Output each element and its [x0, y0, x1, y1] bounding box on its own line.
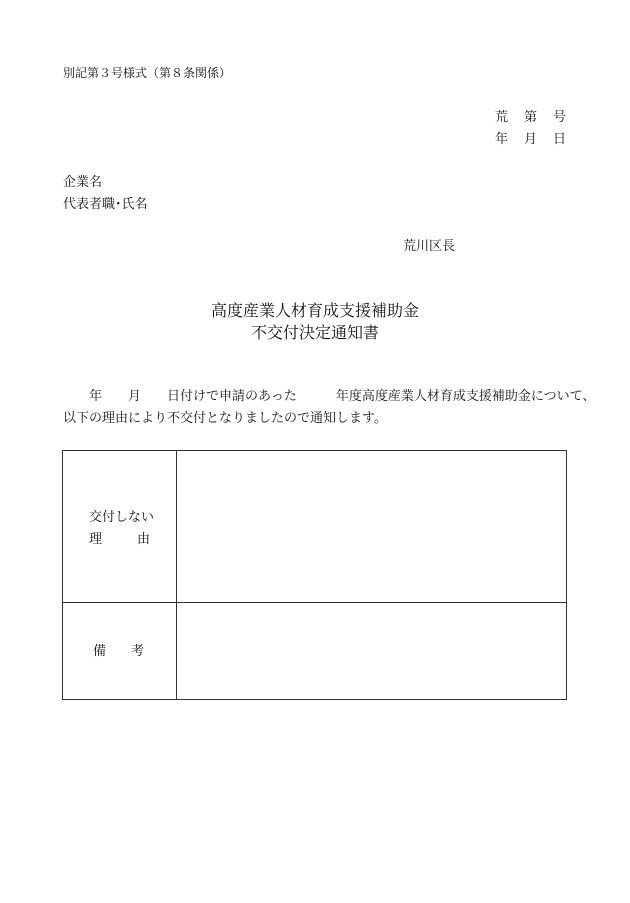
representative-label: 代表者職･氏名 — [63, 197, 148, 212]
reason-label-yu: 由 — [136, 532, 150, 547]
form-label: 別記第３号様式（第８条関係） — [63, 66, 232, 80]
remarks-content-cell — [178, 603, 566, 699]
reason-content-cell — [178, 451, 566, 602]
reason-label-line2 — [89, 533, 150, 546]
reason-row — [63, 451, 566, 603]
company-name-label: 企業名 — [63, 175, 103, 190]
remarks-label-kou: 考 — [130, 644, 144, 659]
reason-label-line1: 交付しない — [89, 510, 155, 525]
reason-label-ri: 理 — [89, 532, 103, 547]
reason-label-cell — [63, 451, 177, 602]
remarks-label-cell — [63, 603, 177, 699]
reference-go: 号 — [552, 110, 566, 125]
issuer-name: 荒川区長 — [403, 239, 456, 254]
date-month: 月 — [523, 132, 537, 147]
remarks-row — [63, 603, 566, 699]
date-year: 年 — [495, 132, 509, 147]
document-title-line2: 不交付決定通知書 — [250, 323, 379, 342]
document-title-line1: 高度産業人材育成支援補助金 — [210, 301, 419, 320]
body-text-line2: 以下の理由により不交付となりましたので通知します。 — [63, 411, 387, 426]
date-day: 日 — [552, 132, 566, 147]
reference-number — [495, 111, 566, 124]
issue-date — [495, 133, 566, 146]
remarks-label-bi: 備 — [93, 644, 107, 659]
remarks-label — [93, 645, 144, 658]
reference-prefix: 荒 — [495, 110, 509, 125]
body-text-line1: 年 月 日付けで申請のあった 年度高度産業人材育成支援補助金について、 — [63, 389, 596, 404]
reference-dai: 第 — [523, 110, 537, 125]
details-table — [62, 450, 567, 700]
